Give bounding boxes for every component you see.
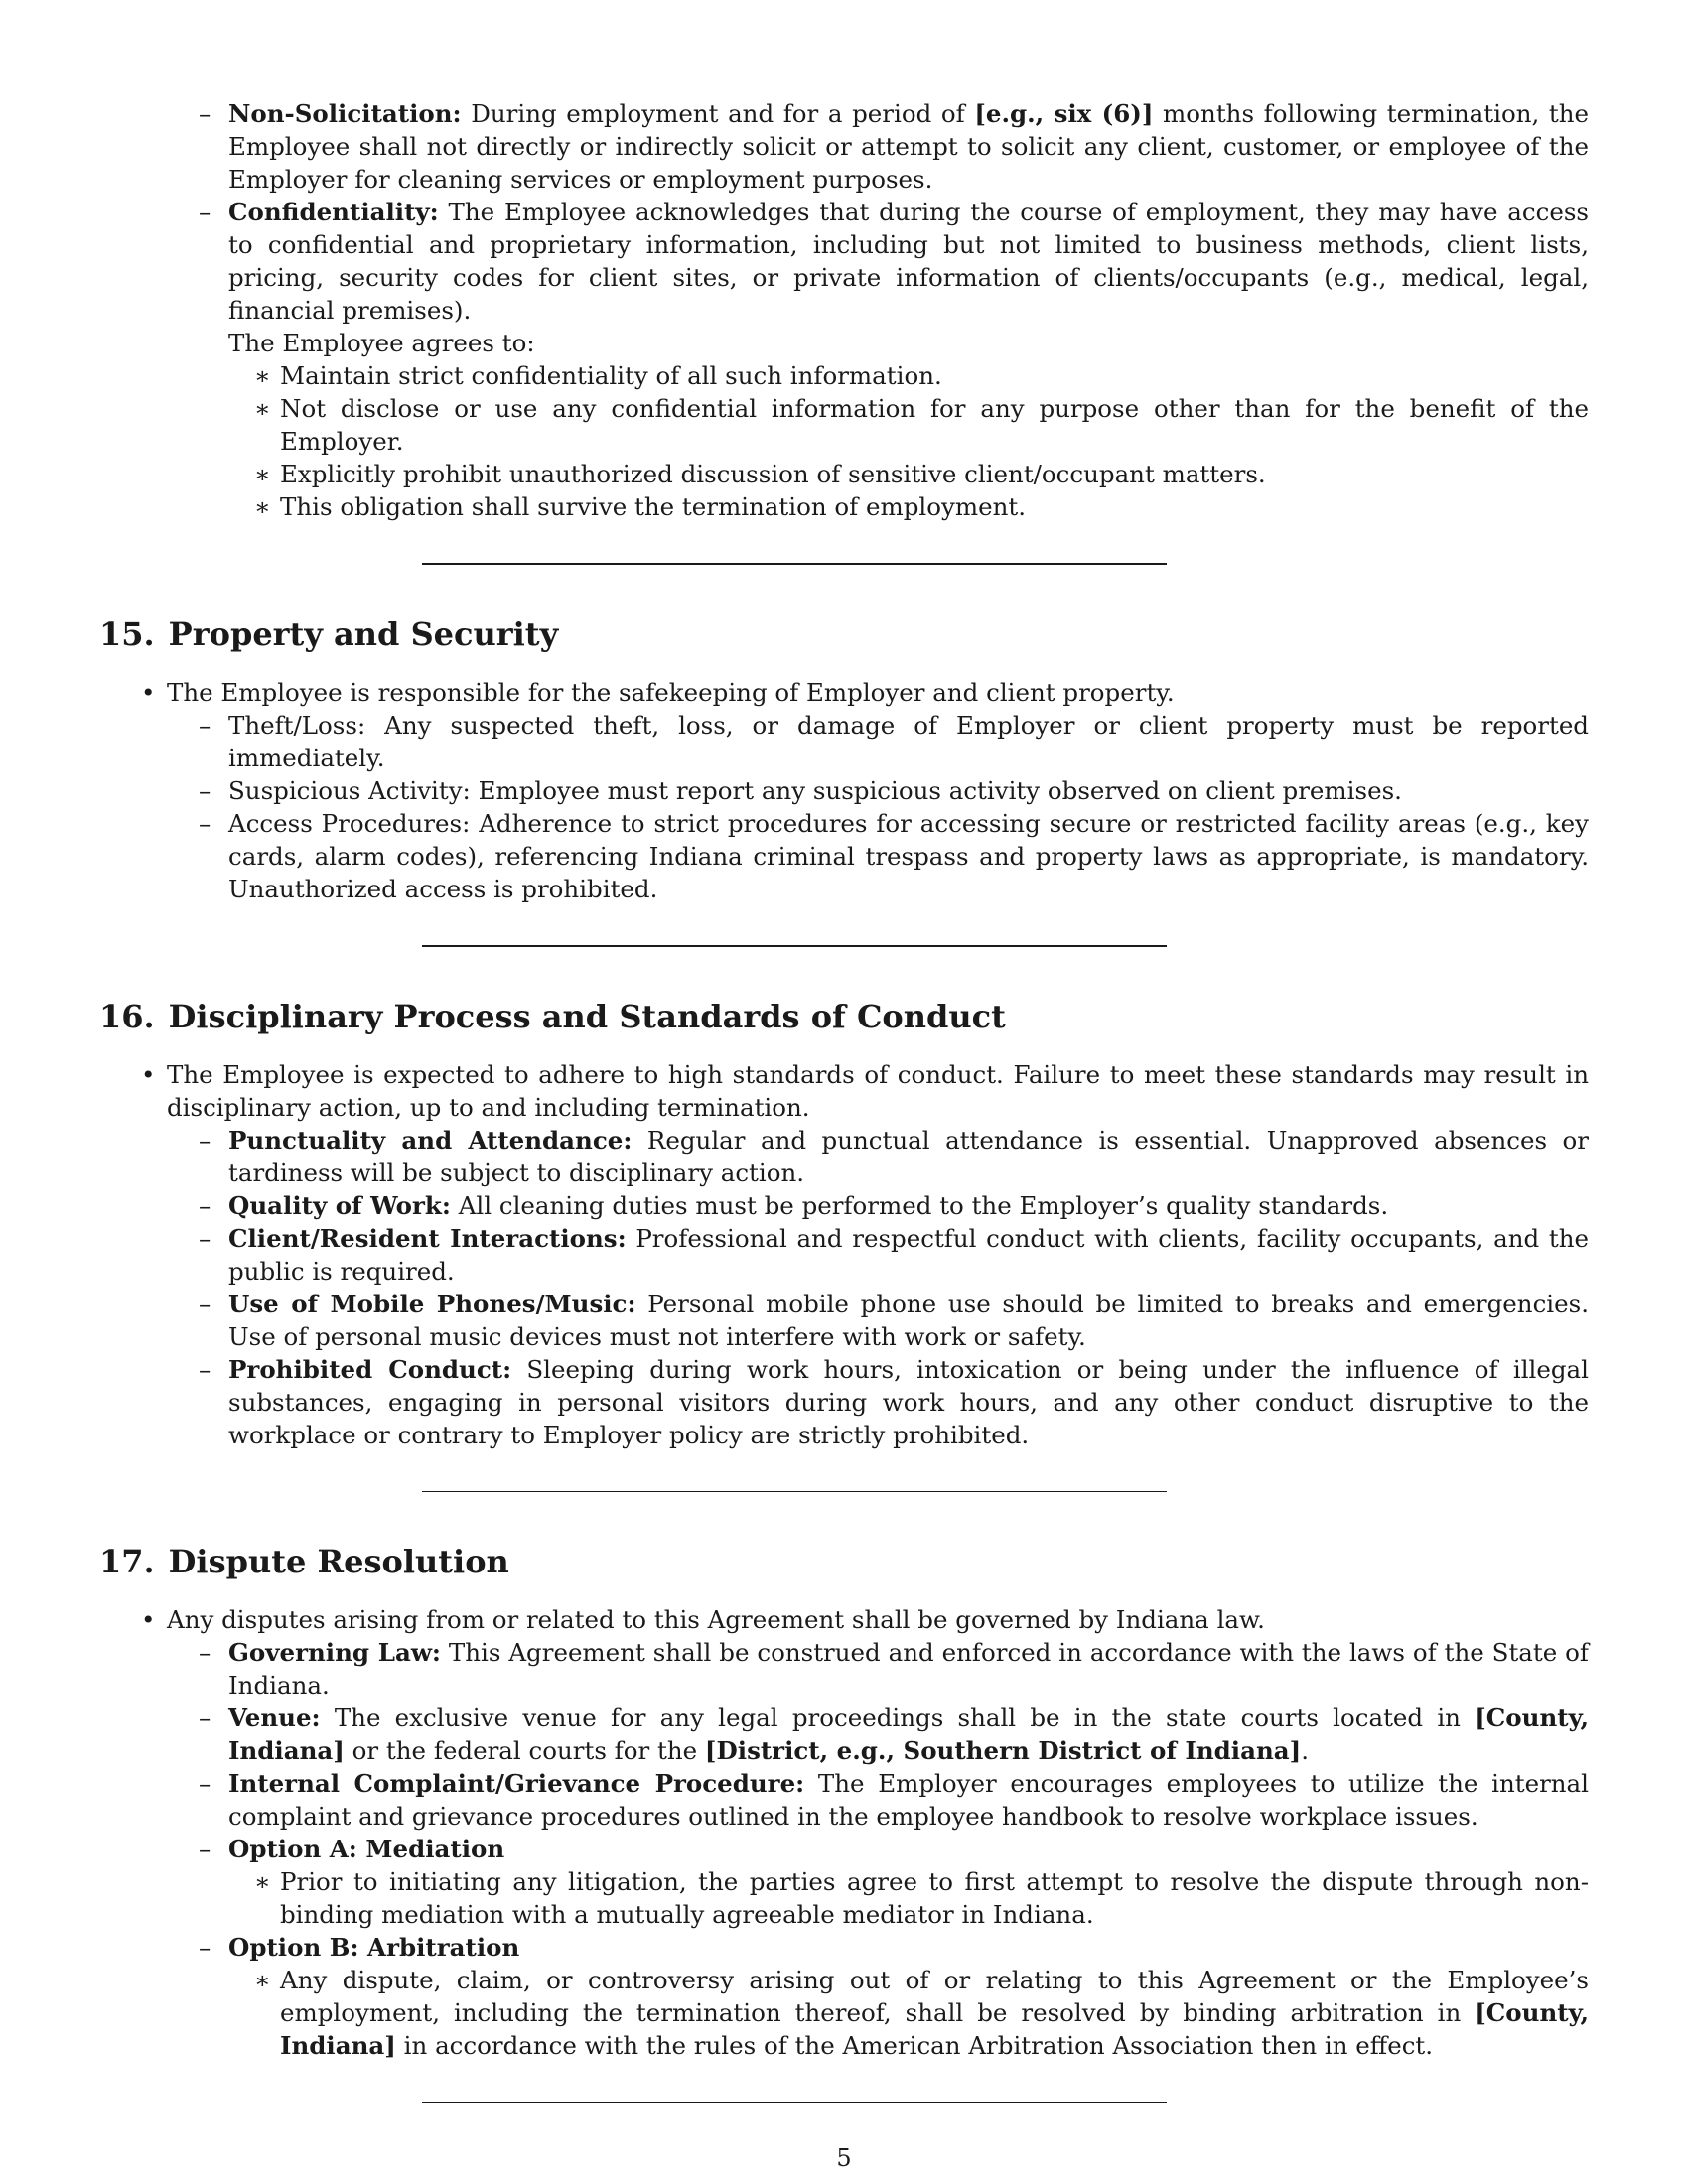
grievance-item: – Internal Complaint/Grievance Procedure: The Employer encourages employees to utilize the internal complaint and grievance procedures outlined in the employee handbook to resolve workplace issues. [228, 1767, 1589, 1833]
non-solicitation-placeholder: [e.g., six (6)] [974, 99, 1154, 128]
section-divider [422, 2102, 1167, 2103]
list-item: – Access Procedures: Adherence to strict procedures for accessing secure or restricted facility areas (e.g., key cards, alarm codes), referencing Indiana criminal trespass and property laws as appropriate, is mandatory. Unauthorized access is prohibited. [228, 807, 1589, 905]
section-15-intro: • The Employee is responsible for the safekeeping of Employer and client property. [167, 676, 1589, 709]
list-item: ∗ Explicitly prohibit unauthorized discussion of sensitive client/occupant matters. [280, 458, 1589, 490]
list-item: – Quality of Work: All cleaning duties must be performed to the Employer’s quality standards. [228, 1189, 1589, 1222]
option-b-item: – Option B: Arbitration [228, 1931, 1589, 1964]
non-solicitation-item: – Non-Solicitation: During employment and for a period of [e.g., six (6)] months following termination, the Employee shall not directly or indirectly solicit or attempt to solicit any client, customer, or employee of the Employer for cleaning services or employment purposes. [228, 97, 1589, 196]
list-item: ∗ This obligation shall survive the termination of employment. [280, 490, 1589, 523]
list-item: ∗ Any dispute, claim, or controversy arising out of or relating to this Agreement or the Employee’s employment, including the termination thereof, shall be resolved by binding arbitration in [County, Indiana] in accordance with the rules of the American Arbitration Association then in effect. [280, 1964, 1589, 2062]
section-divider [422, 945, 1167, 947]
list-item: ∗ Prior to initiating any litigation, the parties agree to first attempt to resolve the dispute through non-binding mediation with a mutually agreeable mediator in Indiana. [280, 1865, 1589, 1931]
list-item: – Punctuality and Attendance: Regular and punctual attendance is essential. Unapproved absences or tardiness will be subject to disciplinary action. [228, 1124, 1589, 1189]
list-item: – Client/Resident Interactions: Professional and respectful conduct with clients, facility occupants, and the public is required. [228, 1222, 1589, 1288]
section-17-heading: 17. Dispute Resolution [99, 1543, 509, 1580]
venue-item: – Venue: The exclusive venue for any legal proceedings shall be in the state courts located in [County, Indiana] or the federal courts for the [District, e.g., Southern District of Indiana]. [228, 1702, 1589, 1767]
confidentiality-agrees: The Employee agrees to: [228, 329, 535, 357]
section-divider [422, 563, 1167, 565]
option-a-item: – Option A: Mediation [228, 1833, 1589, 1865]
section-17-intro: • Any disputes arising from or related to this Agreement shall be governed by Indiana law. [167, 1603, 1589, 1636]
confidentiality-item: – Confidentiality: The Employee acknowledges that during the course of employment, they may have access to confidential and proprietary information, including but not limited to business methods, client lists, pricing, security codes for client sites, or private information of clients/occupants (e.g., medical, legal, financial premises). [228, 196, 1589, 327]
list-item: – Suspicious Activity: Employee must report any suspicious activity observed on client premises. [228, 774, 1589, 807]
governing-law-item: – Governing Law: This Agreement shall be construed and enforced in accordance with the laws of the State of Indiana. [228, 1636, 1589, 1702]
list-item: – Prohibited Conduct: Sleeping during work hours, intoxication or being under the influence of illegal substances, engaging in personal visitors during work hours, and any other conduct disruptive to the workplace or contrary to Employer policy are strictly prohibited. [228, 1353, 1589, 1451]
list-item: ∗ Maintain strict confidentiality of all such information. [280, 359, 1589, 392]
list-item: – Theft/Loss: Any suspected theft, loss, or damage of Employer or client property must be reported immediately. [228, 709, 1589, 774]
section-16-heading: 16. Disciplinary Process and Standards of Conduct [99, 998, 1006, 1035]
section-15-heading: 15. Property and Security [99, 615, 559, 653]
list-item: ∗ Not disclose or use any confidential information for any purpose other than for the benefit of the Employer. [280, 392, 1589, 458]
section-16-intro: • The Employee is expected to adhere to high standards of conduct. Failure to meet these standards may result in disciplinary action, up to and including termination. [167, 1058, 1589, 1124]
section-divider [422, 1491, 1167, 1492]
list-item: – Use of Mobile Phones/Music: Personal mobile phone use should be limited to breaks and emergencies. Use of personal music devices must not interfere with work or safety. [228, 1288, 1589, 1353]
page-number: 5 [836, 2144, 852, 2172]
confidentiality-label: Confidentiality: [228, 198, 439, 226]
non-solicitation-label: Non-Solicitation: [228, 99, 462, 128]
